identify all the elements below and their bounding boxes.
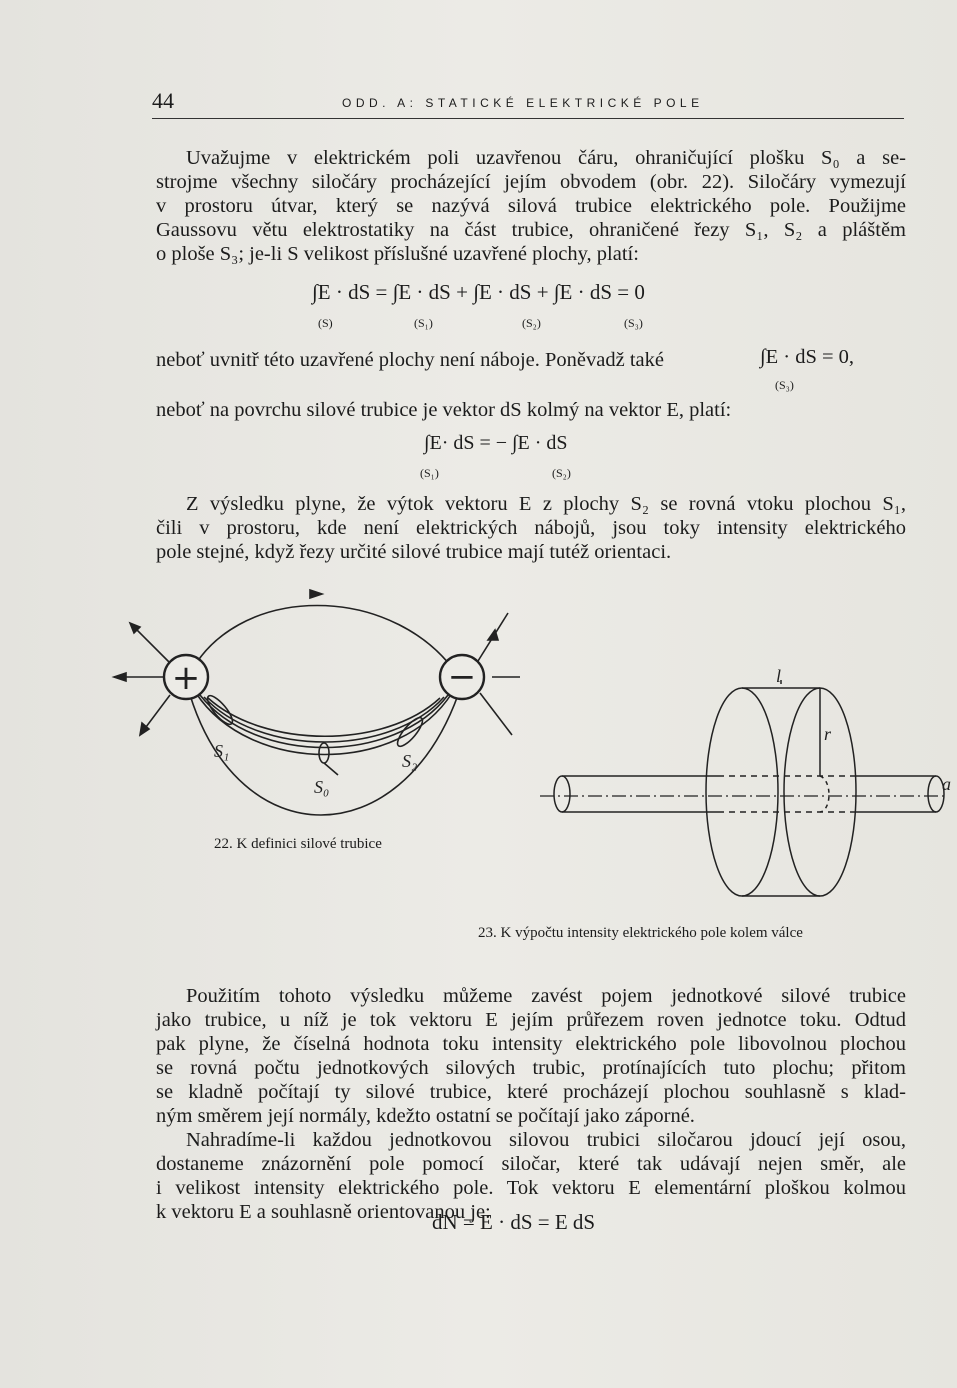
page-header [152, 88, 904, 119]
text-line: Použitím tohoto výsledku můžeme zavést pojem jednotkové silové trubice [186, 985, 906, 1007]
limit-s1: (S₁) [414, 316, 433, 330]
label-s0: S₀ [314, 777, 330, 797]
text-line: ným směrem její normály, kdežto ostatní se počítají jako záporné. [156, 1105, 695, 1127]
label-s1: S₁ [214, 741, 230, 761]
text-line: jako trubice, u níž je tok vektoru E jejím průřezem roven jednotce toku. Odtud [156, 1009, 906, 1031]
label-r: r [824, 724, 832, 744]
figure-23-diagram [536, 660, 956, 920]
text-line: strojme všechny siločáry procházející jejím obvodem (obr. 22). Siločáry vymezují [156, 171, 906, 193]
label-a: a [942, 774, 951, 794]
text-line: se kladně počítají ty silové trubice, které procházejí plochou souhlasně s klad- [156, 1081, 906, 1103]
label-l: l [776, 666, 782, 686]
equation-gauss: ∫E · dS = ∫E · dS + ∫E · dS + ∫E · dS = 0 [312, 280, 645, 304]
limit-s2: (S₂) [552, 466, 571, 480]
plus-sign: + [171, 658, 201, 698]
limit-s1: (S₁) [420, 466, 439, 480]
text-line: čili v prostoru, kde není elektrických nábojů, jsou toky intensity elektrického [156, 517, 906, 539]
label-s2: S₂ [402, 751, 418, 771]
limit-s2: (S₂) [522, 316, 541, 330]
limit-s3: (S₃) [624, 316, 643, 330]
text-line: se rovná počtu jednotkových silových trubic, protínajících tuto plochu; přitom [156, 1057, 906, 1079]
text-line-nebot-1: neboť uvnitř této uzavřené plochy není náboje. Poněvadž také [156, 349, 664, 371]
text-line: pole stejné, když řezy určité silové trubice mají tutéž orientaci. [156, 541, 672, 563]
equation-dn: dN = E · dS = E dS [432, 1210, 596, 1234]
equation-2-limits [420, 466, 620, 482]
limit-s: (S) [318, 316, 333, 330]
text-line: Z výsledku plyne, že výtok vektoru E z plochy S₂ se rovná vtoku plochou S₁, [186, 493, 906, 515]
running-head: ODD. A: STATICKÉ ELEKTRICKÉ POLE [342, 96, 704, 110]
text-line: pak plyne, že číselná hodnota toku intensity elektrického pole libovolnou plochou [156, 1033, 906, 1055]
text-line-nebot-2: neboť na povrchu silové trubice je vektor dS kolmý na vektor E, platí: [156, 399, 732, 421]
text-line: Gaussovu větu elektrostatiky na část trubice, ohraničené řezy S₁, S₂ a pláštěm [156, 219, 906, 241]
text-line: Nahradíme-li každou jednotkovou silovou trubici siločarou jdoucí její osou, [186, 1129, 906, 1151]
text-line: k vektoru E a souhlasně orientovanou je: [156, 1201, 491, 1223]
minus-sign: − [447, 657, 477, 697]
text-line: dostaneme znázornění pole pomocí siločar, které tak udávají nejen směr, ale [156, 1153, 906, 1175]
figure-22-caption: 22. K definici silové trubice [214, 836, 382, 852]
text-line: i velikost intensity elektrického pole. Tok vektoru E elementární ploškou kolmou [156, 1177, 906, 1199]
figure-23-caption: 23. K výpočtu intensity elektrického pole kolem válce [478, 925, 803, 941]
text-line: Uvažujme v elektrickém poli uzavřenou čáru, ohraničující plošku S₀ a se- [186, 147, 906, 169]
text-line: o ploše S₃; je-li S velikost příslušné uzavřené plochy, platí: [156, 243, 639, 265]
page-number: 44 [152, 88, 174, 113]
inline-integral: ∫E · dS = 0, [760, 346, 855, 368]
figure-22-diagram [100, 585, 530, 835]
equation-1-limits [318, 316, 718, 332]
inline-integral-limit: (S₃) [775, 378, 794, 392]
equation-flux-equality: ∫E· dS = − ∫E · dS [424, 432, 568, 454]
text-line: v prostoru útvar, který se nazývá silová trubice elektrického pole. Použijme [156, 195, 906, 217]
